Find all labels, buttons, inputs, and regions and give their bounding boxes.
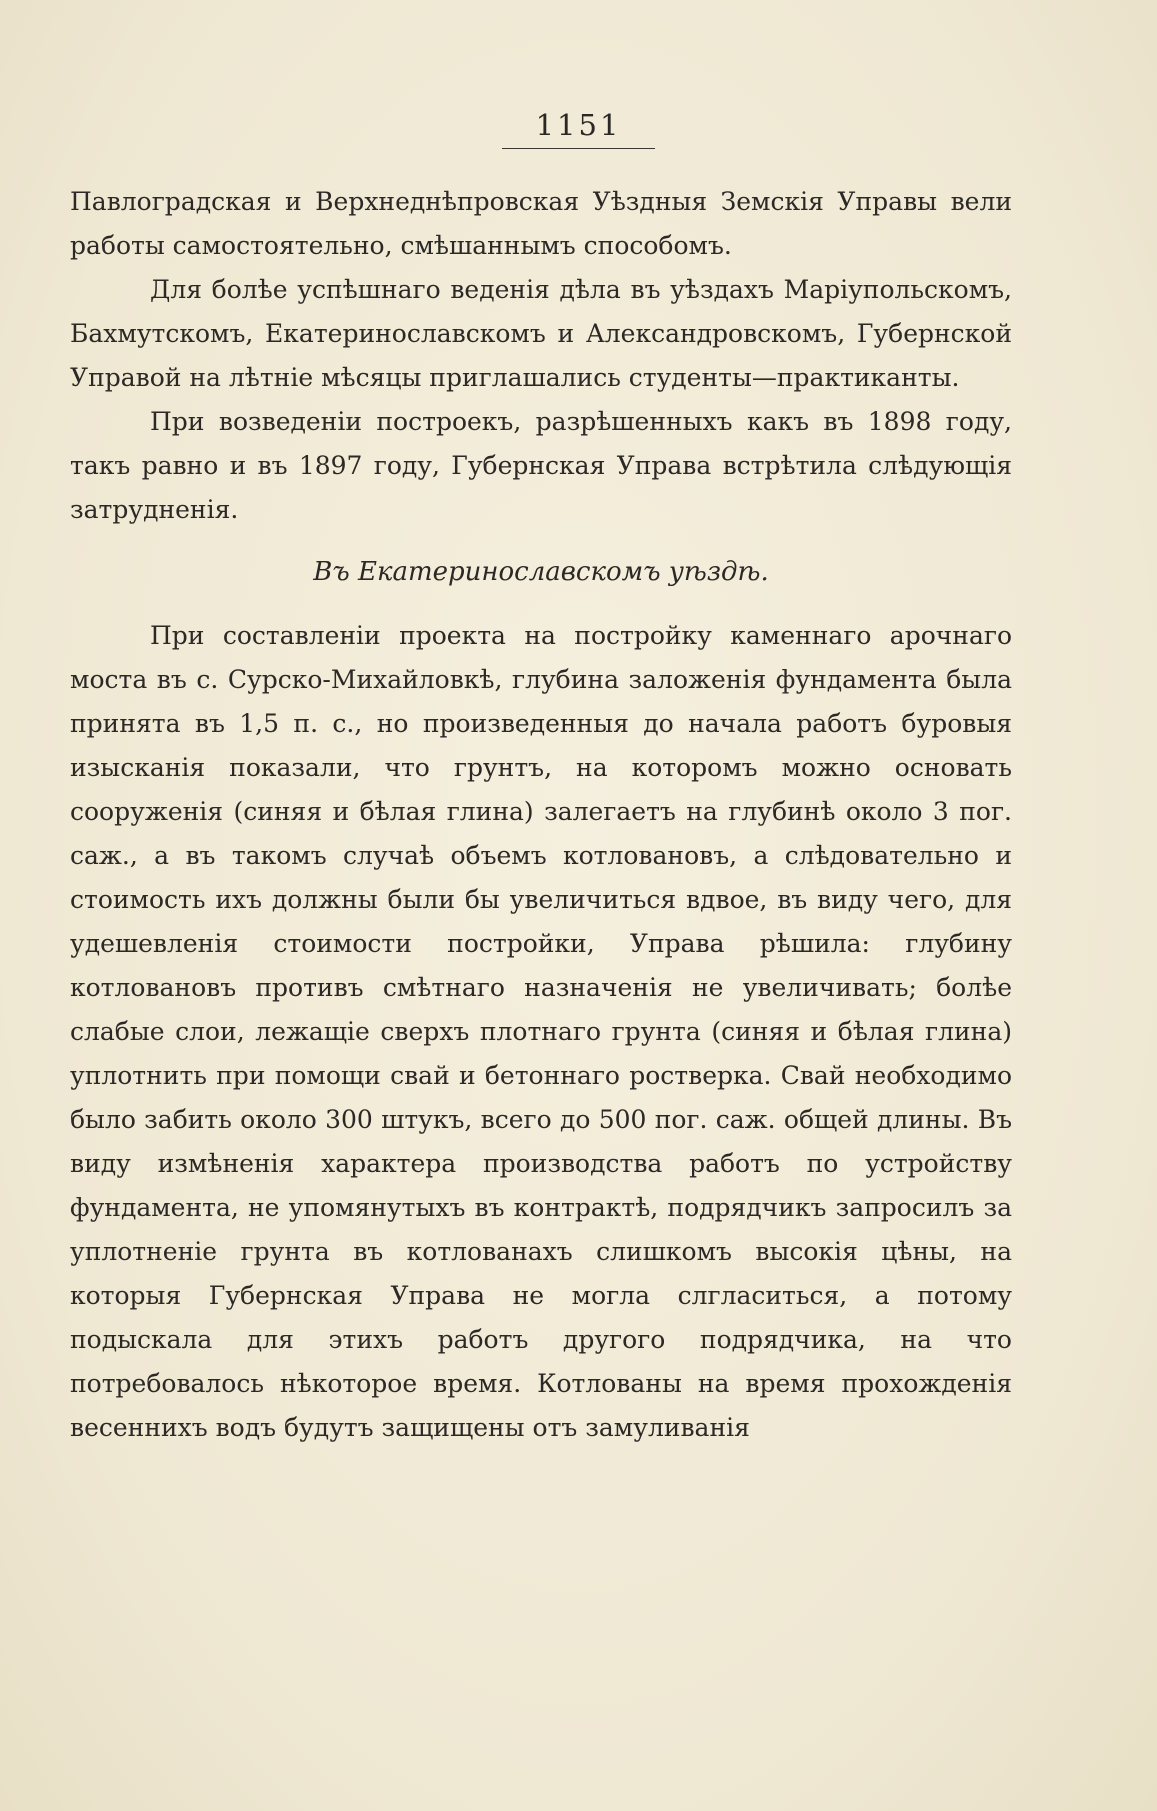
section-heading: Въ Екатеринославскомъ уѣздѣ. (313, 557, 769, 587)
paragraph-1: Павлоградская и Верхнеднѣпровская Уѣздныя Земскія Управы вели работы самостоятельно, смѣшаннымъ способомъ. (70, 187, 1012, 260)
page-number: 1151 (502, 108, 656, 149)
page-header (0, 108, 1157, 149)
paragraph-2: Для болѣе успѣшнаго веденія дѣла въ уѣздахъ Маріупольскомъ, Бахмутскомъ, Екатеринославскомъ и Александровскомъ, Губернской Управой на лѣтніе мѣсяцы приглашались студенты—практиканты. (70, 275, 1012, 392)
paragraph-3: При возведеніи построекъ, разрѣшенныхъ какъ въ 1898 году, такъ равно и въ 1897 году, Губернская Управа встрѣтила слѣдующія затрудненія. (70, 407, 1012, 524)
paragraph-4: При составленіи проекта на постройку каменнаго арочнаго моста въ с. Сурско-Михайловкѣ, глубина заложенія фундамента была принята въ 1,5 п. с., но произведенныя до начала работъ буровыя изысканія показали, что грунтъ, на которомъ можно основать сооруженія (синяя и бѣлая глина) залегаетъ на глубинѣ около 3 пог. саж., а въ такомъ случаѣ объемъ котловановъ, а слѣдовательно и стоимость ихъ должны были бы увеличиться вдвое, въ виду чего, для удешевленія стоимости постройки, Управа рѣшила: глубину котловановъ противъ смѣтнаго назначенія не увеличивать; болѣе слабые слои, лежащіе сверхъ плотнаго грунта (синяя и бѣлая глина) уплотнить при помощи свай и бетоннаго ростверка. Свай необходимо было забить около 300 штукъ, всего до 500 пог. саж. общей длины. Въ виду измѣненія характера производства работъ по устройству фундамента, не упомянутыхъ въ контрактѣ, подрядчикъ запросилъ за уплотненіе грунта въ котлованахъ слишкомъ высокія цѣны, на которыя Губернская Управа не могла слгласиться, а потому подыскала для этихъ работъ другого подрядчика, на что потребовалось нѣкоторое время. Котлованы на время прохожденія весеннихъ водъ будутъ защищены отъ замуливанія (70, 621, 1012, 1442)
body-text (70, 180, 1012, 1450)
